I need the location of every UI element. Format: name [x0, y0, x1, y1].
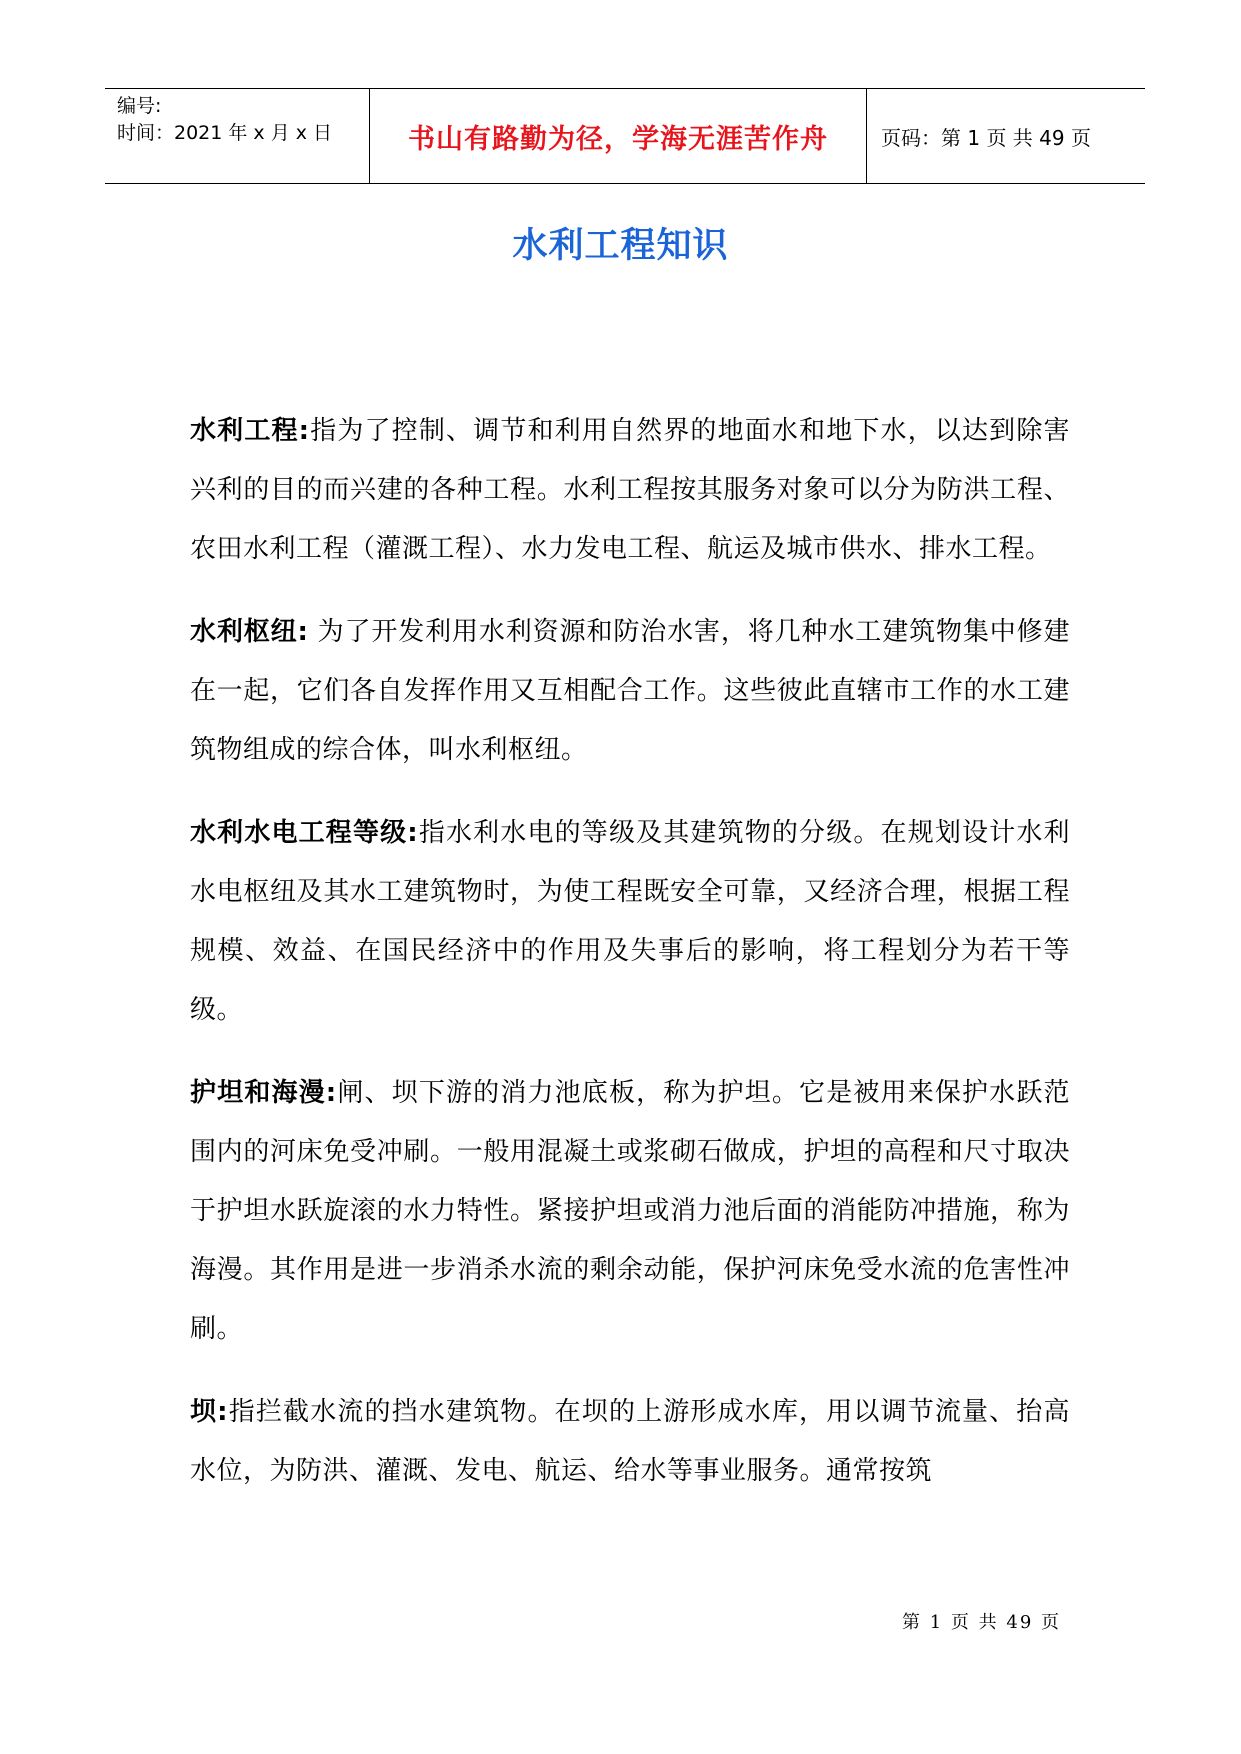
- document-title: 水利工程知识: [512, 226, 729, 266]
- document-time-label: 时间：2021 年 x 月 x 日: [117, 122, 333, 144]
- paragraph-text: 指水利水电的等级及其建筑物的分级。在规划设计水利水电枢纽及其水工建筑物时，为使工程既安全可靠，又经济合理，根据工程规模、效益、在国民经济中的作用及失事后的影响，将工程划分为若干等级。: [190, 818, 1070, 1025]
- document-body: [190, 402, 1070, 1525]
- document-number-label: 编号:: [117, 95, 162, 117]
- paragraph: [190, 402, 1070, 579]
- header-page-info: 页码：第 1 页 共 49 页: [881, 125, 1091, 150]
- paragraph-text: 指为了控制、调节和利用自然界的地面水和地下水，以达到除害兴利的目的而兴建的各种工程。水利工程按其服务对象可以分为防洪工程、农田水利工程（灌溉工程）、水力发电工程、航运及城市供水、排水工程。: [190, 416, 1070, 564]
- paragraph: [190, 603, 1070, 780]
- paragraph-term: 坝:: [190, 1397, 229, 1427]
- paragraph-term: 护坦和海漫:: [190, 1078, 337, 1108]
- header-table: [105, 88, 1145, 184]
- header-page-cell: [867, 89, 1145, 183]
- motto-text: 书山有路勤为径，学海无涯苦作舟: [408, 123, 828, 155]
- paragraph: [190, 1383, 1070, 1501]
- paragraph-text: 为了开发利用水利资源和防治水害，将几种水工建筑物集中修建在一起，它们各自发挥作用又互相配合工作。这些彼此直辖市工作的水工建筑物组成的综合体，叫水利枢纽。: [190, 617, 1071, 765]
- paragraph-text: 指拦截水流的挡水建筑物。在坝的上游形成水库，用以调节流量、抬高水位，为防洪、灌溉、发电、航运、给水等事业服务。通常按筑: [190, 1397, 1070, 1486]
- paragraph-term: 水利枢纽:: [190, 617, 309, 647]
- paragraph-term: 水利工程:: [190, 416, 310, 446]
- paragraph-text: 闸、坝下游的消力池底板，称为护坦。它是被用来保护水跃范围内的河床免受冲刷。一般用混凝土或浆砌石做成，护坦的高程和尺寸取决于护坦水跃旋滚的水力特性。紧接护坦或消力池后面的消能防冲措施，称为海漫。其作用是进一步消杀水流的剩余动能，保护河床免受水流的危害性冲刷。: [190, 1078, 1070, 1344]
- header-meta-cell: [105, 89, 370, 183]
- paragraph: [190, 1064, 1070, 1359]
- page-footer: 第 1 页 共 49 页: [902, 1612, 1061, 1633]
- paragraph: [190, 804, 1070, 1040]
- paragraph-term: 水利水电工程等级:: [190, 818, 419, 848]
- header-motto-cell: [370, 89, 867, 183]
